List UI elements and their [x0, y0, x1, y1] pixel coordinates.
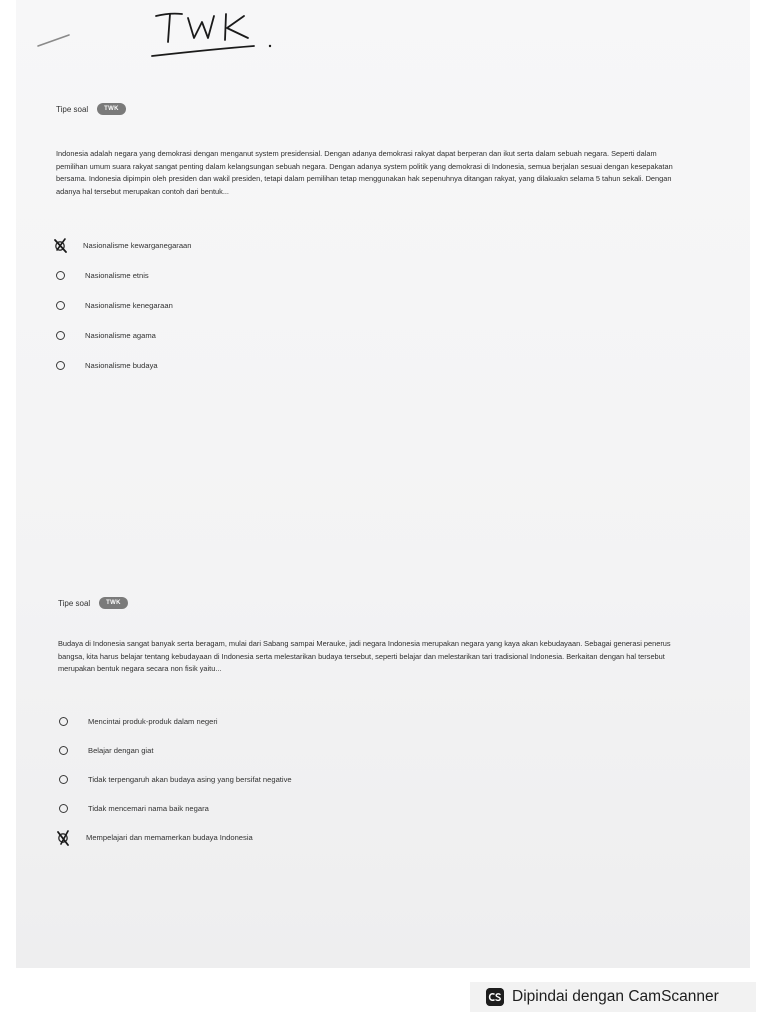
answer-option[interactable]: [56, 351, 192, 381]
camscanner-logo-icon: [486, 988, 504, 1006]
answer-options: [59, 707, 292, 852]
option-label: Nasionalisme budaya: [85, 361, 158, 371]
answer-option[interactable]: [59, 707, 292, 736]
radio-icon[interactable]: [56, 301, 65, 310]
camscanner-watermark: [470, 982, 756, 1012]
question-type-label: Tipe soal: [58, 598, 91, 608]
question-type-row: [56, 103, 126, 115]
radio-icon[interactable]: [56, 271, 65, 280]
option-label: Mencintai produk-produk dalam negeri: [88, 717, 218, 726]
question-type-badge: TWK: [97, 103, 126, 115]
radio-icon[interactable]: [59, 717, 68, 726]
option-label: Nasionalisme agama: [85, 331, 156, 341]
question-type-badge: TWK: [99, 597, 128, 609]
question-type-row: [58, 597, 128, 609]
answer-option[interactable]: [59, 736, 292, 765]
radio-icon[interactable]: [59, 775, 68, 784]
radio-icon[interactable]: [59, 746, 68, 755]
option-label: Nasionalisme etnis: [85, 270, 149, 280]
answer-options: [56, 230, 192, 381]
radio-crossed-icon[interactable]: [53, 237, 69, 253]
question-text: Budaya di Indonesia sangat banyak serta beragam, mulai dari Sabang sampai Merauke, jadi negara Indonesia merupakan negara yang kaya akan kebudayaan. Sebagai generasi penerus bangsa, kita harus belajar tentang kebudayaan di Indonesia serta melestarikan budaya tersebut, seperti belajar dan melestarikan tari tradisional Indonesia. Berkaitan dengan hal tersebut merupakan bentuk negara secara non fisik yaitu...: [58, 639, 671, 673]
answer-option[interactable]: [59, 823, 292, 852]
answer-option[interactable]: [56, 230, 192, 260]
pen-stroke-mark: [36, 32, 72, 48]
answer-option[interactable]: [56, 321, 192, 351]
question-type-label: Tipe soal: [56, 104, 89, 114]
question-text: Indonesia adalah negara yang demokrasi dengan menganut system presidensial. Dengan adanya demokrasi rakyat dapat berperan dan ikut serta dalam sebuah negara. Seperti dalam pemilihan umum suara rakyat sangat penting dalam kelangsungan sebuah negara. Dengan adanya system politik yang demokrasi di Indonesia, semua berjalan sesuai dengan kesepakatan bersama. Indonesia dipimpin oleh presiden dan wakil presiden, tetapi dalam pemilihan tetap menggunakan hak sepenuhnya ditangan rakyat, yang dilakuakn selama 5 tahun sekali. Dengan adanya hal tersebut merupakan contoh dari bentuk...: [56, 149, 673, 196]
answer-option[interactable]: [56, 260, 192, 290]
answer-option[interactable]: [59, 794, 292, 823]
answer-option[interactable]: [59, 765, 292, 794]
radio-icon[interactable]: [56, 361, 65, 370]
answer-option[interactable]: [56, 290, 192, 320]
radio-crossed-icon[interactable]: [56, 830, 72, 846]
radio-icon[interactable]: [56, 331, 65, 340]
option-label: Belajar dengan giat: [88, 746, 154, 755]
option-label: Tidak terpengaruh akan budaya asing yang bersifat negative: [88, 775, 292, 784]
option-label: Nasionalisme kenegaraan: [85, 300, 173, 310]
watermark-text: Dipindai dengan CamScanner: [512, 988, 719, 1005]
radio-icon[interactable]: [59, 804, 68, 813]
option-label: Nasionalisme kewarganegaraan: [83, 240, 192, 250]
option-label: Tidak mencemari nama baik negara: [88, 804, 209, 813]
handwritten-title: [148, 2, 288, 62]
option-label: Mempelajari dan memamerkan budaya Indonesia: [86, 833, 253, 842]
